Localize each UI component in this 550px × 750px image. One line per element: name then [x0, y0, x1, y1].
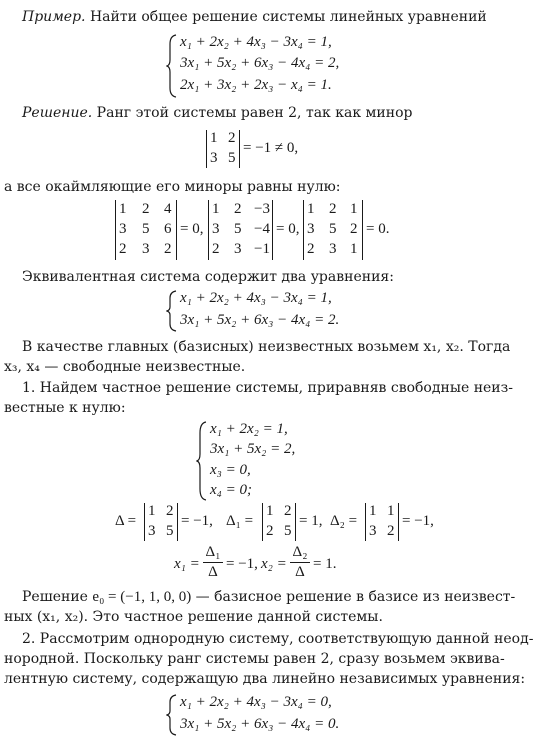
minor-cell: 3 [210, 150, 218, 166]
solution-paragraph [22, 104, 412, 122]
minor-cell: 5 [228, 150, 236, 166]
x2-denominator: Δ [295, 564, 305, 580]
basis-line-2: x₃, x₄ — свободные неизвестные. [4, 359, 246, 375]
equation: 3x₁ + 5x₂ + 6x₃ − 4x₄ = 2, [180, 55, 340, 71]
minor-cell: 2 [228, 130, 236, 146]
delta-value: = −1, [181, 513, 213, 529]
det-cell: 2 [387, 523, 395, 539]
det-cell: 3 [119, 221, 127, 237]
minor-cell: 1 [210, 130, 218, 146]
det-cell: 3 [148, 523, 156, 539]
det-cell: 1 [119, 201, 127, 217]
det-cell: 1 [350, 201, 358, 217]
det-cell: 1 [387, 503, 395, 519]
det-cell: 3 [329, 241, 337, 257]
det-cell: 1 [350, 241, 358, 257]
det-cell: 5 [329, 221, 337, 237]
det-cell: 3 [234, 241, 242, 257]
det-cell: 2 [266, 523, 274, 539]
equation: 3x₁ + 5x₂ = 2, [210, 441, 296, 457]
system-brace [166, 34, 178, 98]
equation: 2x₁ + 3x₂ + 2x₃ − x₄ = 1. [180, 77, 332, 93]
delta1-label: Δ₁ = [226, 513, 254, 529]
equation: x₄ = 0; [210, 482, 252, 498]
equation: x₁ + 2x₂ + 4x₃ − 3x₄ = 1, [180, 34, 332, 50]
det-cell: 3 [142, 241, 150, 257]
det-cell: 1 [307, 201, 315, 217]
basis-line-1: В качестве главных (базисных) неизвестных возьмем x₁, x₂. Тогда [22, 339, 511, 355]
step2-line-3: лентную систему, содержащую два линейно независимых уравнения: [4, 671, 526, 687]
equation: x₁ + 2x₂ + 4x₃ − 3x₄ = 1, [180, 290, 332, 306]
partial-text-a: Решение [22, 589, 93, 605]
det-cell: 2 [164, 241, 172, 257]
example-label: Пример. [22, 9, 86, 25]
x2-numerator: Δ₂ [292, 544, 308, 560]
x1-value: = −1, [226, 556, 258, 572]
det-cell: −1 [254, 241, 270, 257]
det-cell: −4 [254, 221, 270, 237]
x1-denominator: Δ [208, 564, 218, 580]
example-paragraph [22, 8, 487, 26]
delta2-label: Δ₂ = [330, 513, 358, 529]
det-cell: 2 [166, 503, 174, 519]
x2-label: x₂ = [261, 556, 287, 572]
equivalent-text: Эквивалентная система содержит два уравнения: [22, 269, 394, 285]
equation: x₁ + 2x₂ = 1, [210, 421, 288, 437]
det-cell: 2 [142, 201, 150, 217]
det-value: = 0, [276, 221, 300, 237]
solution-text: Ранг этой системы равен 2, так как минор [92, 105, 413, 121]
det-cell: 5 [166, 523, 174, 539]
equation: 3x₁ + 5x₂ + 6x₃ − 4x₄ = 0. [180, 716, 340, 732]
det-value: = 0. [366, 221, 390, 237]
x2-value: = 1. [313, 556, 337, 572]
det-cell: 2 [329, 201, 337, 217]
det-cell: 2 [284, 503, 292, 519]
x2-fraction [290, 544, 310, 581]
det-cell: 1 [148, 503, 156, 519]
partial-line-1 [22, 588, 515, 606]
system-brace [166, 694, 178, 736]
det-cell: 5 [142, 221, 150, 237]
system-brace [166, 290, 178, 332]
system-brace [196, 421, 208, 501]
det-cell: 6 [164, 221, 172, 237]
x1-label: x₁ = [174, 556, 200, 572]
equation: 3x₁ + 5x₂ + 6x₃ − 4x₄ = 2. [180, 312, 340, 328]
step2-line-1: 2. Рассмотрим однородную систему, соответствующую данной неод- [22, 631, 534, 647]
delta2-value: = −1, [402, 513, 434, 529]
det-cell: 5 [234, 221, 242, 237]
bordering-text: а все окаймляющие его миноры равны нулю: [4, 179, 341, 195]
x1-numerator: Δ₁ [205, 544, 221, 560]
det-cell: 2 [234, 201, 242, 217]
equation: x₃ = 0, [210, 462, 251, 478]
det-cell: 3 [212, 221, 220, 237]
det-cell: 2 [212, 241, 220, 257]
det-cell: 5 [284, 523, 292, 539]
det-cell: −3 [254, 201, 270, 217]
det-cell: 1 [266, 503, 274, 519]
partial-vector: e₀ = (−1, 1, 0, 0) [92, 589, 192, 605]
det-cell: 2 [119, 241, 127, 257]
step1-line-1: 1. Найдем частное решение системы, приравняв свободные неиз- [22, 380, 514, 396]
partial-text-c: — базисное решение в базисе из неизвест- [191, 589, 516, 605]
solution-label: Решение. [22, 105, 93, 121]
delta1-value: = 1, [299, 513, 323, 529]
det-cell: 2 [350, 221, 358, 237]
step1-line-2: вестные к нулю: [4, 400, 126, 416]
det-cell: 4 [164, 201, 172, 217]
example-text: Найти общее решение системы линейных уравнений [85, 9, 487, 25]
minor-value: = −1 ≠ 0, [243, 140, 299, 156]
partial-line-2: ных (x₁, x₂). Это частное решение данной системы. [4, 609, 383, 625]
det-cell: 1 [369, 503, 377, 519]
x1-fraction [203, 544, 223, 581]
det-cell: 2 [307, 241, 315, 257]
step2-line-2: нородной. Поскольку ранг системы равен 2, сразу возьмем эквива- [4, 651, 505, 667]
det-cell: 3 [307, 221, 315, 237]
det-value: = 0, [180, 221, 204, 237]
equation: x₁ + 2x₂ + 4x₃ − 3x₄ = 0, [180, 694, 332, 710]
delta-label: Δ = [115, 513, 137, 529]
det-cell: 1 [212, 201, 220, 217]
det-cell: 3 [369, 523, 377, 539]
